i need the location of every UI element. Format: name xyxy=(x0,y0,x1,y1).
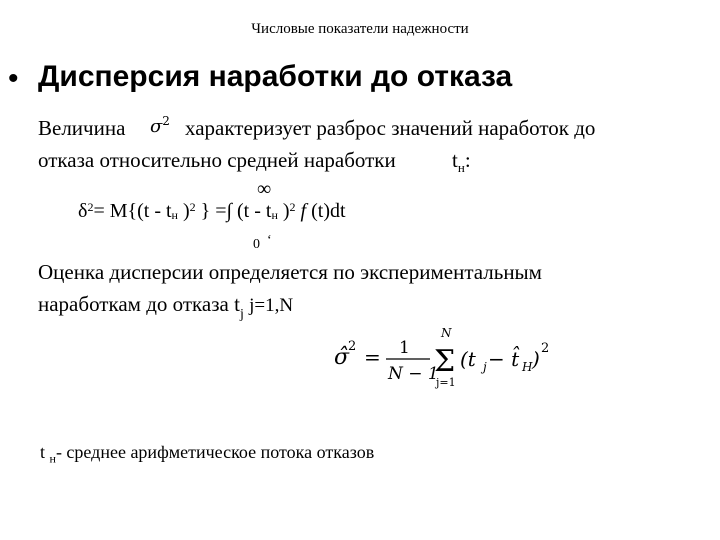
intro-text-word: Величина xyxy=(38,116,126,140)
intro-text-line1: характеризует разброс значений наработок до xyxy=(185,116,596,140)
integral-lower-limit: 0 xyxy=(253,237,260,252)
sum-upper-limit: N xyxy=(441,326,452,340)
estimate-equals: = xyxy=(364,345,381,369)
integral-upper-limit: ∞ xyxy=(257,178,272,200)
estimate-denominator: N − 1 xyxy=(388,364,439,384)
formula-sub: н xyxy=(271,208,278,222)
sigma-letter: σ xyxy=(150,116,163,137)
formula-part: (t)dt xyxy=(311,200,346,222)
mean-time-symbol xyxy=(452,148,471,176)
formula-part: } = xyxy=(195,200,227,222)
estimate-text: наработкам до отказа t xyxy=(38,292,240,316)
estimate-numerator: 1 xyxy=(399,338,410,358)
tj-subscript: j xyxy=(239,307,244,322)
delta-exponent: 2 xyxy=(87,200,94,214)
slide-header: Числовые показатели надежности xyxy=(251,21,469,37)
tn-letter: t xyxy=(452,148,458,172)
integral-sign: ∫ xyxy=(226,200,233,222)
delta-symbol: δ xyxy=(78,200,88,222)
estimate-text-line2 xyxy=(38,292,293,323)
variance-definition-formula xyxy=(78,200,346,223)
tn-colon: : xyxy=(464,148,471,172)
formula-part: ) xyxy=(177,200,190,222)
sigma-squared-symbol xyxy=(150,114,170,137)
formula-sub: н xyxy=(171,208,178,222)
formula-sup: 2 xyxy=(189,200,196,214)
footnote-sub: н xyxy=(49,451,56,466)
sum-term-open: (t xyxy=(460,347,476,371)
sigma-exponent: 2 xyxy=(162,114,170,128)
footnote xyxy=(40,442,374,467)
sum-term-exp: 2 xyxy=(541,341,550,356)
sum-term-close: ) xyxy=(532,347,540,371)
estimate-lhs: σ̂ xyxy=(334,345,350,370)
estimate-lhs-exp: 2 xyxy=(348,339,357,354)
variance-estimate-formula xyxy=(330,326,560,390)
density-function: f xyxy=(295,200,312,222)
sum-term-sub-h: H xyxy=(522,360,533,374)
integral-lower-mark: ʻ xyxy=(267,233,272,248)
sum-term-minus: − t̂ xyxy=(488,347,520,371)
intro-text-line2: отказа относительно средней наработки xyxy=(38,148,396,172)
tn-subscript: н xyxy=(457,160,465,176)
sum-sign: Σ xyxy=(434,344,456,379)
estimate-text-line1: Оценка дисперсии определяется по экспериментальным xyxy=(38,260,542,284)
footnote-t: t xyxy=(40,442,50,462)
sum-term-sub-j: j xyxy=(483,360,487,374)
formula-part: = M{(t - t xyxy=(93,200,172,222)
formula-part: ) xyxy=(277,200,290,222)
index-range: j=1,N xyxy=(249,295,294,316)
formula-sup: 2 xyxy=(289,200,296,214)
formula-part: (t - t xyxy=(232,200,272,222)
bullet-marker: • xyxy=(8,62,19,95)
slide-title: Дисперсия наработки до отказа xyxy=(38,60,513,93)
sum-lower-limit: j=1 xyxy=(436,376,456,389)
footnote-text: - среднее арифметическое потока отказов xyxy=(55,442,375,462)
